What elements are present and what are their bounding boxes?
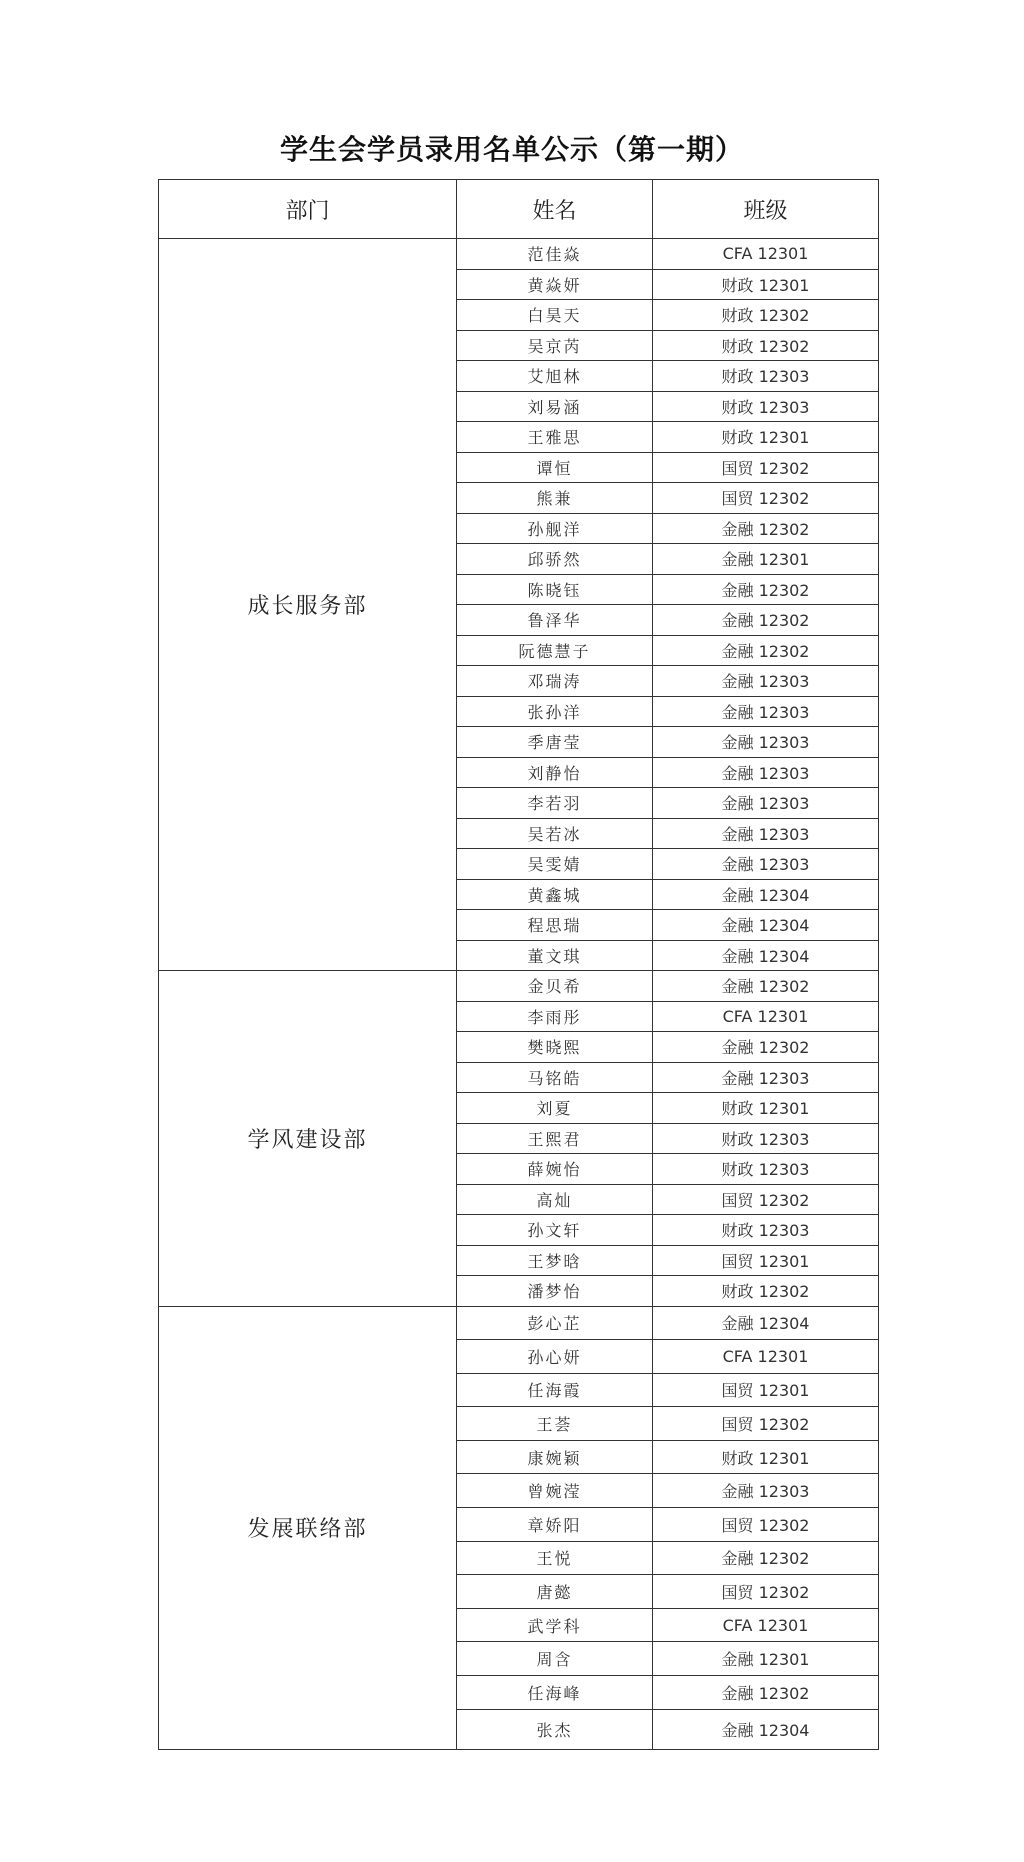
class-cell: CFA 12301	[653, 1001, 879, 1032]
class-cell: 金融 12303	[653, 757, 879, 788]
class-cell: 金融 12302	[653, 635, 879, 666]
name-cell: 陈晓钰	[457, 574, 653, 605]
class-cell: 金融 12302	[653, 513, 879, 544]
class-cell: 国贸 12302	[653, 1407, 879, 1441]
header-row	[159, 180, 879, 239]
table-row	[159, 239, 879, 270]
name-cell: 李若羽	[457, 788, 653, 819]
name-cell: 张孙洋	[457, 696, 653, 727]
name-cell: 熊兼	[457, 483, 653, 514]
class-cell: 财政 12301	[653, 269, 879, 300]
table-row	[159, 971, 879, 1002]
class-cell: 财政 12301	[653, 422, 879, 453]
name-cell: 谭恒	[457, 452, 653, 483]
name-cell: 潘梦怡	[457, 1276, 653, 1307]
class-cell: 金融 12302	[653, 605, 879, 636]
name-cell: 王梦晗	[457, 1245, 653, 1276]
class-cell: 国贸 12302	[653, 1575, 879, 1609]
class-cell: 金融 12303	[653, 1062, 879, 1093]
class-cell: 财政 12302	[653, 330, 879, 361]
name-cell: 董文琪	[457, 940, 653, 971]
name-cell: 任海峰	[457, 1676, 653, 1710]
name-cell: 黄鑫城	[457, 879, 653, 910]
department-cell: 成长服务部	[159, 239, 457, 971]
name-cell: 李雨彤	[457, 1001, 653, 1032]
name-cell: 王荟	[457, 1407, 653, 1441]
class-cell: 财政 12303	[653, 1154, 879, 1185]
department-group	[159, 971, 879, 1307]
class-cell: 财政 12303	[653, 361, 879, 392]
department-group	[159, 1306, 879, 1749]
class-cell: 国贸 12302	[653, 1508, 879, 1542]
name-cell: 薛婉怡	[457, 1154, 653, 1185]
class-cell: 财政 12301	[653, 1093, 879, 1124]
class-cell: 国贸 12302	[653, 1184, 879, 1215]
name-cell: 高灿	[457, 1184, 653, 1215]
class-cell: 金融 12303	[653, 727, 879, 758]
class-cell: CFA 12301	[653, 1340, 879, 1374]
header-class: 班级	[653, 180, 879, 239]
name-cell: 刘易涵	[457, 391, 653, 422]
header-department: 部门	[159, 180, 457, 239]
name-cell: 白昊天	[457, 300, 653, 331]
name-cell: 樊晓熙	[457, 1032, 653, 1063]
name-cell: 唐懿	[457, 1575, 653, 1609]
class-cell: 金融 12302	[653, 574, 879, 605]
class-cell: 金融 12304	[653, 1709, 879, 1749]
class-cell: 金融 12303	[653, 818, 879, 849]
name-cell: 康婉颖	[457, 1440, 653, 1474]
name-cell: 周含	[457, 1642, 653, 1676]
name-cell: 彭心芷	[457, 1306, 653, 1340]
class-cell: 金融 12303	[653, 849, 879, 880]
department-cell: 发展联络部	[159, 1306, 457, 1749]
class-cell: 金融 12302	[653, 1032, 879, 1063]
class-cell: 财政 12303	[653, 1123, 879, 1154]
name-cell: 刘静怡	[457, 757, 653, 788]
name-cell: 鲁泽华	[457, 605, 653, 636]
name-cell: 曾婉滢	[457, 1474, 653, 1508]
table-header	[159, 180, 879, 239]
class-cell: 国贸 12302	[653, 452, 879, 483]
class-cell: 金融 12303	[653, 696, 879, 727]
name-cell: 范佳焱	[457, 239, 653, 270]
class-cell: 金融 12303	[653, 1474, 879, 1508]
class-cell: CFA 12301	[653, 1608, 879, 1642]
class-cell: 金融 12304	[653, 1306, 879, 1340]
name-cell: 王熙君	[457, 1123, 653, 1154]
department-cell: 学风建设部	[159, 971, 457, 1307]
class-cell: 国贸 12301	[653, 1245, 879, 1276]
name-cell: 黄焱妍	[457, 269, 653, 300]
class-cell: 金融 12301	[653, 1642, 879, 1676]
class-cell: 金融 12304	[653, 940, 879, 971]
name-cell: 任海霞	[457, 1373, 653, 1407]
name-cell: 吴京芮	[457, 330, 653, 361]
name-cell: 武学科	[457, 1608, 653, 1642]
class-cell: 财政 12303	[653, 1215, 879, 1246]
table-row	[159, 1306, 879, 1340]
header-name: 姓名	[457, 180, 653, 239]
class-cell: 金融 12304	[653, 910, 879, 941]
name-cell: 孙文轩	[457, 1215, 653, 1246]
class-cell: 国贸 12301	[653, 1373, 879, 1407]
name-cell: 邓瑞涛	[457, 666, 653, 697]
name-cell: 艾旭林	[457, 361, 653, 392]
name-cell: 阮德慧子	[457, 635, 653, 666]
name-cell: 马铭皓	[457, 1062, 653, 1093]
class-cell: 财政 12301	[653, 1440, 879, 1474]
page-title: 学生会学员录用名单公示（第一期）	[279, 133, 744, 166]
class-cell: 金融 12302	[653, 1541, 879, 1575]
name-cell: 刘夏	[457, 1093, 653, 1124]
name-cell: 孙心妍	[457, 1340, 653, 1374]
name-cell: 季唐莹	[457, 727, 653, 758]
class-cell: 财政 12302	[653, 1276, 879, 1307]
class-cell: 财政 12303	[653, 391, 879, 422]
name-cell: 章娇阳	[457, 1508, 653, 1542]
class-cell: 国贸 12302	[653, 483, 879, 514]
name-cell: 吴若冰	[457, 818, 653, 849]
name-cell: 程思瑞	[457, 910, 653, 941]
name-cell: 邱骄然	[457, 544, 653, 575]
class-cell: 金融 12301	[653, 544, 879, 575]
class-cell: 金融 12302	[653, 1676, 879, 1710]
class-cell: 金融 12303	[653, 666, 879, 697]
name-cell: 吴雯婧	[457, 849, 653, 880]
name-cell: 王雅思	[457, 422, 653, 453]
name-cell: 王悦	[457, 1541, 653, 1575]
department-group	[159, 239, 879, 971]
class-cell: 财政 12302	[653, 300, 879, 331]
class-cell: 金融 12303	[653, 788, 879, 819]
name-cell: 孙舰洋	[457, 513, 653, 544]
class-cell: 金融 12302	[653, 971, 879, 1002]
name-cell: 张杰	[457, 1709, 653, 1749]
class-cell: CFA 12301	[653, 239, 879, 270]
class-cell: 金融 12304	[653, 879, 879, 910]
roster-table	[158, 179, 879, 1750]
name-cell: 金贝希	[457, 971, 653, 1002]
